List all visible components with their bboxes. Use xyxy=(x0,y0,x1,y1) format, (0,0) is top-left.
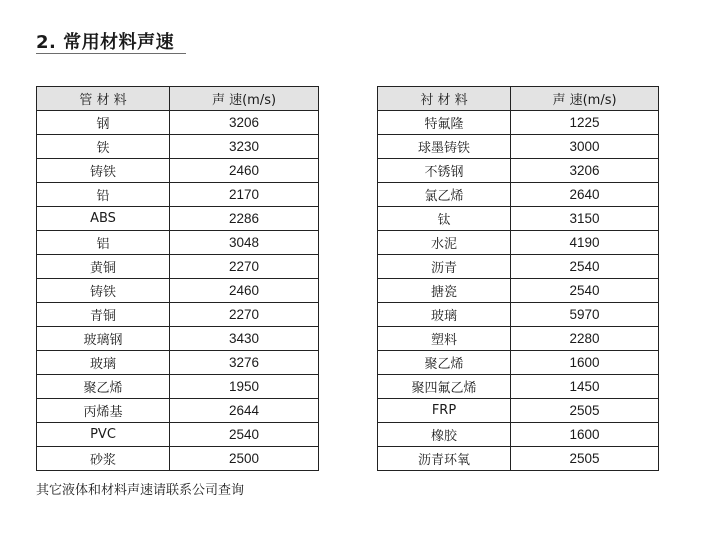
column-header-speed: 声 速(m/s) xyxy=(511,87,659,111)
table-row xyxy=(37,159,319,183)
table-row xyxy=(37,255,319,279)
speed-cell: 1600 xyxy=(511,423,659,447)
speed-cell: 3000 xyxy=(511,135,659,159)
table-row xyxy=(37,327,319,351)
speed-cell: 2505 xyxy=(511,399,659,423)
speed-cell: 1450 xyxy=(511,375,659,399)
speed-cell: 2286 xyxy=(170,207,319,231)
speed-cell: 3206 xyxy=(511,159,659,183)
table-row xyxy=(37,399,319,423)
speed-cell: 2270 xyxy=(170,255,319,279)
speed-cell: 2540 xyxy=(511,279,659,303)
pipe-material-speed-table xyxy=(36,86,319,471)
speed-cell: 2505 xyxy=(511,447,659,471)
table-row xyxy=(378,327,659,351)
table-body xyxy=(378,111,659,471)
material-cell: 铝 xyxy=(37,231,170,255)
material-cell: 铸铁 xyxy=(37,279,170,303)
material-cell: 特氟隆 xyxy=(378,111,511,135)
material-cell: 青铜 xyxy=(37,303,170,327)
table-row xyxy=(378,447,659,471)
table-header-row xyxy=(378,87,659,111)
material-cell: FRP xyxy=(378,399,511,423)
table-row xyxy=(37,375,319,399)
table-row xyxy=(378,207,659,231)
speed-cell: 1225 xyxy=(511,111,659,135)
speed-cell: 2540 xyxy=(511,255,659,279)
table-row xyxy=(378,279,659,303)
material-cell: 玻璃钢 xyxy=(37,327,170,351)
speed-cell: 2280 xyxy=(511,327,659,351)
table-row xyxy=(37,111,319,135)
footnote: 其它液体和材料声速请联系公司查询 xyxy=(36,483,245,498)
table-row xyxy=(378,183,659,207)
material-cell: PVC xyxy=(37,423,170,447)
table-body xyxy=(37,111,319,471)
material-cell: 玻璃 xyxy=(37,351,170,375)
speed-cell: 2540 xyxy=(170,423,319,447)
speed-cell: 2270 xyxy=(170,303,319,327)
speed-cell: 2644 xyxy=(170,399,319,423)
speed-cell: 3150 xyxy=(511,207,659,231)
table-row xyxy=(378,351,659,375)
table-row xyxy=(37,303,319,327)
table-row xyxy=(37,183,319,207)
material-cell: 丙烯基 xyxy=(37,399,170,423)
speed-cell: 1950 xyxy=(170,375,319,399)
material-cell: 氯乙烯 xyxy=(378,183,511,207)
table-row xyxy=(37,135,319,159)
material-cell: 聚乙烯 xyxy=(378,351,511,375)
table-row xyxy=(37,447,319,471)
material-cell: 钛 xyxy=(378,207,511,231)
column-header-material: 衬 材 料 xyxy=(378,87,511,111)
material-cell: 球墨铸铁 xyxy=(378,135,511,159)
material-cell: 铸铁 xyxy=(37,159,170,183)
table-row xyxy=(378,135,659,159)
table-row xyxy=(378,375,659,399)
speed-cell: 3206 xyxy=(170,111,319,135)
material-cell: 不锈钢 xyxy=(378,159,511,183)
section-title: 2. 常用材料声速 xyxy=(36,32,175,53)
speed-cell: 3430 xyxy=(170,327,319,351)
material-cell: 塑料 xyxy=(378,327,511,351)
speed-cell: 2460 xyxy=(170,159,319,183)
speed-cell: 2460 xyxy=(170,279,319,303)
speed-cell: 3276 xyxy=(170,351,319,375)
material-cell: 水泥 xyxy=(378,231,511,255)
table-row xyxy=(378,159,659,183)
title-underline xyxy=(36,53,186,54)
lining-material-speed-table xyxy=(377,86,659,471)
material-cell: 砂浆 xyxy=(37,447,170,471)
material-cell: 黄铜 xyxy=(37,255,170,279)
table-row xyxy=(37,279,319,303)
material-cell: 沥青环氧 xyxy=(378,447,511,471)
material-cell: 玻璃 xyxy=(378,303,511,327)
table-row xyxy=(378,255,659,279)
material-cell: 聚乙烯 xyxy=(37,375,170,399)
material-cell: 沥青 xyxy=(378,255,511,279)
table-row xyxy=(37,231,319,255)
speed-cell: 5970 xyxy=(511,303,659,327)
speed-cell: 1600 xyxy=(511,351,659,375)
table-row xyxy=(378,111,659,135)
material-cell: 铁 xyxy=(37,135,170,159)
material-cell: ABS xyxy=(37,207,170,231)
speed-cell: 4190 xyxy=(511,231,659,255)
table-row xyxy=(37,207,319,231)
speed-cell: 2500 xyxy=(170,447,319,471)
material-cell: 铅 xyxy=(37,183,170,207)
table-row xyxy=(37,351,319,375)
table-header-row xyxy=(37,87,319,111)
speed-cell: 2640 xyxy=(511,183,659,207)
table-row xyxy=(37,423,319,447)
speed-cell: 2170 xyxy=(170,183,319,207)
material-cell: 聚四氟乙烯 xyxy=(378,375,511,399)
material-cell: 搪瓷 xyxy=(378,279,511,303)
column-header-speed: 声 速(m/s) xyxy=(170,87,319,111)
column-header-material: 管 材 料 xyxy=(37,87,170,111)
table-row xyxy=(378,423,659,447)
table-row xyxy=(378,303,659,327)
material-cell: 钢 xyxy=(37,111,170,135)
table-row xyxy=(378,231,659,255)
material-cell: 橡胶 xyxy=(378,423,511,447)
table-row xyxy=(378,399,659,423)
speed-cell: 3230 xyxy=(170,135,319,159)
speed-cell: 3048 xyxy=(170,231,319,255)
